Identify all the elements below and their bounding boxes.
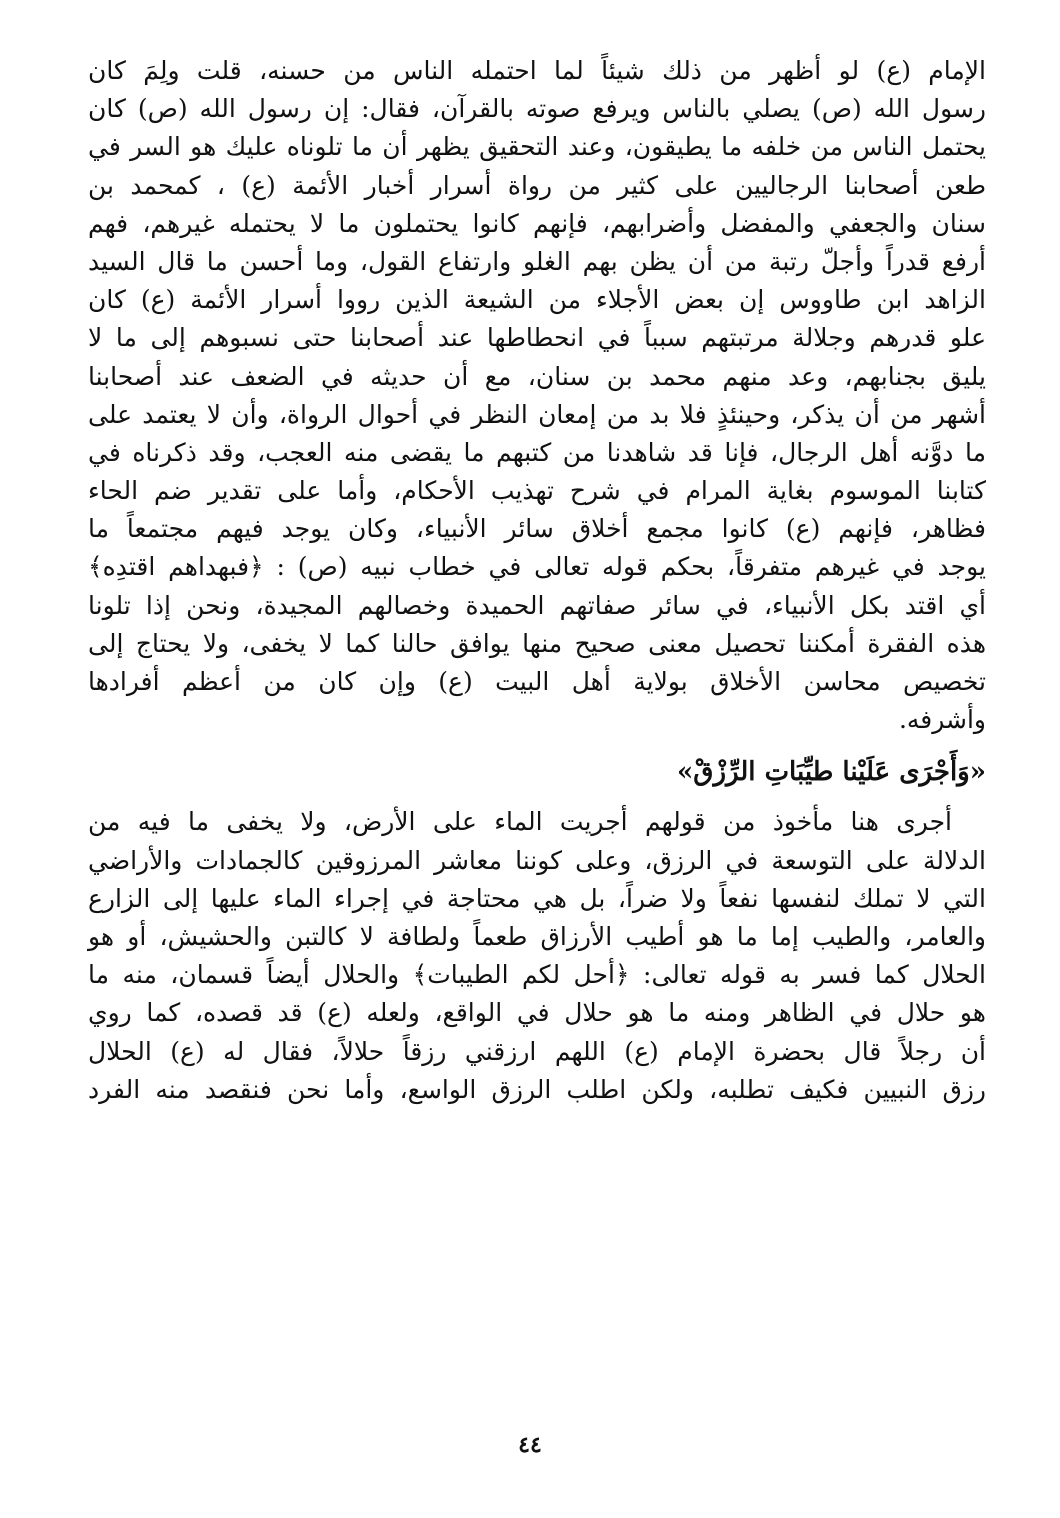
- paragraph-1: [88, 52, 986, 739]
- page-number: ٤٤: [518, 1432, 542, 1458]
- text-line: سنان والجعفي والمفضل وأضرابهم، فإنهم كانوا يحتملون ما لا يحتمله غيرهم، فهم: [88, 208, 986, 238]
- text-line: الدلالة على التوسعة في الرزق، وعلى كوننا معاشر المرزوقين كالجمادات والأراضي: [88, 845, 986, 875]
- text-line: أي اقتد بكل الأنبياء، في سائر صفاتهم الحميدة وخصالهم المجيدة، ونحن إذا تلونا: [88, 590, 986, 620]
- text-line: يحتمل الناس من خلفه ما يطيقون، وعند التحقيق يظهر أن ما تلوناه عليك هو السر في: [88, 132, 986, 162]
- text-line: يوجد في غيرهم متفرقاً، بحكم قوله تعالى في خطاب نبيه (ص) : ﴿فبهداهم اقتدِه﴾: [88, 552, 986, 582]
- text-line: أن رجلاً قال بحضرة الإمام (ع) اللهم ارزقني رزقاً حلالاً، فقال له (ع) الحلال: [88, 1036, 986, 1066]
- text-line: الزاهد ابن طاووس إن بعض الأجلاء من الشيعة الذين رووا أسرار الأئمة (ع) كان: [88, 285, 986, 315]
- text-line: فظاهر، فإنهم (ع) كانوا مجمع أخلاق سائر الأنبياء، وكان يوجد فيهم مجتمعاً ما: [88, 514, 986, 544]
- text-line: يليق بجنابهم، وعد منهم محمد بن سنان، مع أن حديثه في الضعف عند أصحابنا: [88, 361, 986, 391]
- text-line: رسول الله (ص) يصلي بالناس ويرفع صوته بالقرآن، فقال: إن رسول الله (ص) كان: [88, 94, 986, 124]
- text-line: ما دوَّنه أهل الرجال، فإنا قد شاهدنا من كتبهم ما يقضى منه العجب، وقد ذكرناه في: [88, 437, 986, 467]
- paragraph-2: [88, 803, 986, 1109]
- text-line: وأشرفه.: [898, 705, 986, 735]
- text-line: رزق النبيين فكيف تطلبه، ولكن اطلب الرزق الواسع، وأما نحن فنقصد منه الفرد: [88, 1074, 986, 1104]
- text-line: كتابنا الموسوم بغاية المرام في شرح تهذيب الأحكام، وأما على تقدير ضم الحاء: [88, 476, 986, 506]
- text-line: طعن أصحابنا الرجاليين على كثير من رواة أسرار أخبار الأئمة (ع) ، كمحمد بن: [88, 170, 986, 200]
- text-line: والعامر، والطيب إما ما هو أطيب الأرزاق طعماً ولطافة لا كالتبن والحشيش، أو هو: [88, 921, 986, 951]
- text-line: أشهر من أن يذكر، وحينئذٍ فلا بد من إمعان النظر في أحوال الرواة، وأن لا يعتمد على: [88, 399, 986, 429]
- text-line: تخصيص محاسن الأخلاق بولاية أهل البيت (ع) وإن كان من أعظم أفرادها: [88, 667, 986, 696]
- document-page: [88, 52, 986, 1109]
- text-line: أجرى هنا مأخوذ من قولهم أجريت الماء على الأرض، ولا يخفى ما فيه من: [88, 807, 952, 837]
- text-line: أرفع قدراً وأجلّ رتبة من أن يظن بهم الغلو وارتفاع القول، وما أحسن ما قال السيد: [88, 246, 986, 276]
- text-line: هو حلال في الظاهر ومنه ما هو حلال في الواقع، ولعله (ع) قد قصده، كما روي: [88, 998, 986, 1028]
- text-line: هذه الفقرة أمكننا تحصيل معنى صحيح منها يوافق حالنا كما لا يخفى، ولا يحتاج إلى: [88, 628, 986, 658]
- text-line: الحلال كما فسر به قوله تعالى: ﴿أحل لكم الطيبات﴾ والحلال أيضاً قسمان، منه ما: [88, 960, 986, 990]
- section-heading: «وَأَجْرَى عَلَيْنا طيِّبَاتِ الرِّزْقْ»: [677, 757, 986, 788]
- text-line: علو قدرهم وجلالة مرتبتهم سبباً في انحطاطها عند أصحابنا حتى نسبوهم إلى ما لا: [88, 323, 986, 353]
- text-line: الإمام (ع) لو أظهر من ذلك شيئاً لما احتمله الناس من حسنه، قلت ولِمَ كان: [88, 56, 986, 85]
- text-line: التي لا تملك لنفسها نفعاً ولا ضراً، بل هي محتاجة في إجراء الماء عليها إلى الزارع: [88, 883, 986, 913]
